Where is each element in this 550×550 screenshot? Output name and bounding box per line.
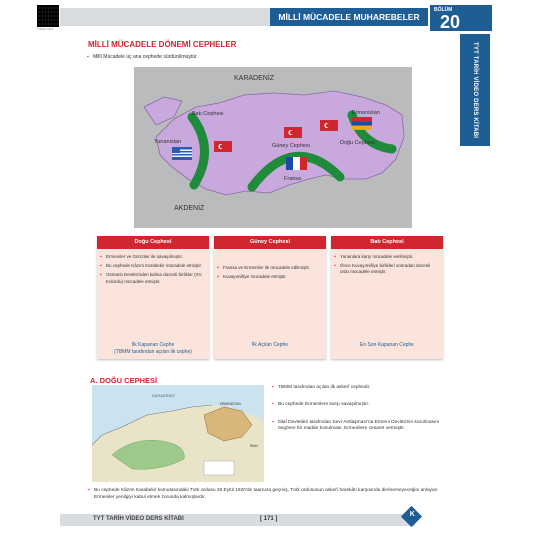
- section-intro: ▪ Millî Mücadele üç ana cephede sürdürülmüştür.: [93, 54, 198, 60]
- south-front-label: Güney Cephesi: [272, 143, 310, 149]
- header-gray-strip: [60, 8, 270, 26]
- chapter-badge: [430, 5, 492, 31]
- card-item: ▪ Yunanlara karşı mücadele verilmiştir.: [340, 254, 437, 260]
- east-front-bullets: [272, 385, 457, 444]
- card-title: Güney Cephesi: [214, 236, 326, 249]
- qr-code[interactable]: [37, 5, 59, 27]
- fronts-map: [134, 67, 412, 228]
- card-item: ▪ Osmanlı Devleti'nden kalma düzenli birlikler (XV. Kolordu) mücadele etmiştir.: [106, 272, 203, 284]
- card-south-front: [214, 236, 326, 359]
- bullet-item: ▪ TBMM tarafından açılan ilk askerî cephedir.: [272, 385, 457, 391]
- card-title: Doğu Cephesi: [97, 236, 209, 249]
- section-title: MİLLİ MÜCADELE DÖNEMİ CEPHELER: [88, 40, 237, 49]
- side-tab: TYT TARİH VİDEO DERS KİTABI: [460, 34, 490, 146]
- publisher-logo-icon: K: [401, 506, 422, 527]
- map-black-sea-label: KARADENİZ: [152, 393, 175, 398]
- card-footer: [214, 342, 326, 349]
- card-footer: [331, 342, 443, 349]
- card-list: [97, 249, 209, 285]
- card-item: ▪ Önce Kuvayımilliye birlikleri sonradan düzenli ordu mücadele etmiştir.: [340, 263, 437, 275]
- card-list: [214, 249, 326, 280]
- turkish-flag-3: [320, 120, 338, 131]
- card-item: ▪ Bu cephede Kâzım Karabekir mücadele etmiştir.: [106, 263, 203, 269]
- card-footer: [97, 342, 209, 356]
- east-front-summary: ▪ Bu cephede Kâzım Karabekir komutasındaki Türk ordusu 28 Eylül 1920'de taarruza geçmiş, Türk ordusunun askerî harekâtı karşısında dirénemeyeceğini anlayan Ermeniler yenilgiyi kabul etmek zorunda kalmışlardır.: [94, 488, 454, 502]
- france-label: Fransa: [284, 176, 302, 182]
- page-number: [ 171 ]: [260, 515, 278, 522]
- french-flag: [286, 157, 307, 170]
- armenia-label: Ermenistan: [352, 110, 380, 116]
- bullet-item: ▪ İtilaf Devletleri tarafından Sevr Antlaşması'na Ermeni Devleti'nin kurulmasını öngören bir madde konulması, Ermenilere cesaret vermiştir.: [272, 420, 457, 433]
- black-sea-label: KARADENİZ: [234, 75, 275, 82]
- map-iran-label: İRAN: [250, 444, 258, 448]
- book-title: TYT TARİH VİDEO DERS KİTABI: [93, 516, 184, 522]
- bullet-item: ▪ Bu cephede Ermenilere karşı savaşılmıştır.: [272, 402, 457, 408]
- header-band-title: MİLLİ MÜCADELE MUHAREBELER DÖNEMİ: [270, 8, 428, 26]
- card-footer-line: İlk Kapanan Cephe: [131, 342, 175, 348]
- card-east-front: [97, 236, 209, 359]
- west-front-label: Batı Cephesi: [192, 111, 224, 117]
- page-footer: [60, 514, 415, 526]
- chapter-number: 20: [440, 12, 461, 32]
- card-footer-line: İlk Açılan Cephe: [251, 342, 289, 348]
- map-armenia-label: ERMENİSTAN: [220, 402, 241, 406]
- greek-flag: [172, 147, 192, 160]
- armenian-flag: [352, 117, 372, 130]
- greece-label: Yunanistan: [154, 139, 182, 145]
- card-list: [331, 249, 443, 276]
- turkish-flag-2: [284, 127, 302, 138]
- card-footer-line: En Son Kapanan Cephe: [360, 342, 414, 348]
- qr-caption: VİDEO İÇİN: [37, 27, 54, 31]
- card-footer-note: (TBMM tarafından açılan ilk cephe): [114, 349, 192, 355]
- card-item: ▪ Fransa ve Ermeniler ile mücadele edilmiştir.: [223, 265, 320, 271]
- chapter-label: BÖLÜM: [434, 7, 453, 13]
- turkish-flag-1: [214, 141, 232, 152]
- page-header: [60, 5, 492, 40]
- front-cards: [97, 236, 444, 359]
- fronts-map-svg: [134, 67, 412, 228]
- map-legend: [204, 461, 234, 475]
- mediterranean-label: AKDENİZ: [174, 205, 205, 212]
- east-front-map: [92, 385, 264, 482]
- east-front-map-svg: [92, 385, 264, 482]
- subsection-title: A. DOĞU CEPHESİ: [90, 376, 158, 385]
- card-item: ▪ Ermeniler ve Gürcüler ile savaşılmıştır.: [106, 254, 203, 260]
- card-title: Batı Cephesi: [331, 236, 443, 249]
- east-front-label: Doğu Cephesi: [340, 140, 375, 146]
- card-item: ▪ Kuvayımilliye mücadele etmiştir.: [223, 274, 320, 280]
- card-west-front: [331, 236, 443, 359]
